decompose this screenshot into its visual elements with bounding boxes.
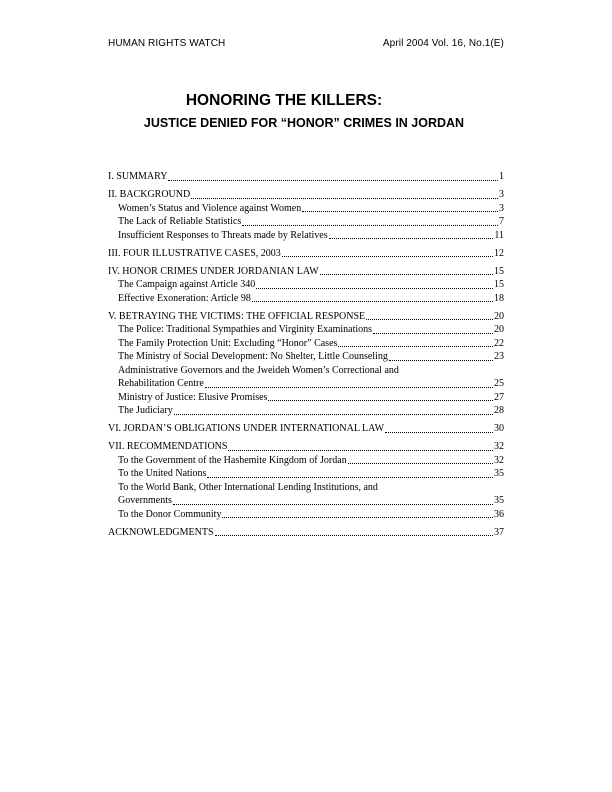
dot-leader: [205, 387, 493, 388]
toc-entry[interactable]: [108, 350, 504, 364]
toc-page-number: 20: [494, 310, 504, 322]
toc-page-number: 3: [499, 189, 504, 200]
toc-entry-label: VII. RECOMMENDATIONS: [108, 441, 228, 452]
document-subtitle: JUSTICE DENIED FOR “HONOR” CRIMES IN JORDAN: [143, 116, 465, 130]
toc-page-number: 37: [494, 526, 504, 538]
toc-entry[interactable]: [108, 481, 504, 508]
toc-entry-label: Insufficient Responses to Threats made by Relatives: [118, 229, 328, 241]
header-issue: April 2004 Vol. 16, No.1(E): [382, 38, 504, 49]
toc-entry-label: The Judiciary: [118, 405, 173, 416]
toc-page-number: 23: [494, 351, 504, 362]
toc-entry[interactable]: [108, 454, 504, 468]
toc-entry-label: To the Donor Community: [118, 508, 222, 520]
toc-entry-label: II. BACKGROUND: [108, 189, 191, 200]
dot-leader: [168, 180, 498, 181]
toc-entry-label: The Family Protection Unit: Excluding “Honor” Cases: [118, 337, 338, 349]
toc-entry[interactable]: [108, 265, 504, 279]
toc-page-number: 7: [499, 216, 504, 227]
toc-entry[interactable]: [108, 202, 504, 216]
toc-page-number: 15: [494, 279, 504, 290]
toc-entry[interactable]: [108, 229, 504, 243]
toc-page-number: 1: [499, 171, 504, 182]
toc-entry[interactable]: [108, 467, 504, 481]
dot-leader: [173, 504, 493, 505]
toc-entry-label-continued: Rehabilitation Centre: [118, 378, 204, 389]
dot-leader: [373, 333, 493, 334]
toc-page-number: 30: [494, 423, 504, 434]
toc-page-number: 12: [494, 247, 504, 259]
toc-entry-label: ACKNOWLEDGMENTS: [108, 526, 214, 538]
dot-leader: [252, 301, 493, 302]
toc-entry-label: V. BETRAYING THE VICTIMS: THE OFFICIAL RESPONSE: [108, 310, 366, 322]
dot-leader: [174, 414, 493, 415]
dot-leader: [222, 517, 493, 518]
toc-entry-label: To the Government of the Hashemite Kingdom of Jordan: [118, 454, 347, 466]
toc-entry-label: Women’s Status and Violence against Women: [118, 202, 302, 214]
dot-leader: [329, 238, 494, 239]
toc-entry[interactable]: [108, 310, 504, 324]
dot-leader: [389, 360, 493, 361]
toc-page-number: 36: [494, 508, 504, 520]
toc-entry-label: The Ministry of Social Development: No Shelter, Little Counseling: [118, 351, 388, 362]
toc-entry[interactable]: [108, 404, 504, 418]
toc-page-number: 28: [494, 405, 504, 416]
dot-leader: [191, 198, 498, 199]
dot-leader: [385, 432, 493, 433]
toc-entry[interactable]: [108, 526, 504, 540]
toc-entry-label-continued: Governments: [118, 495, 172, 506]
toc-entry[interactable]: [108, 278, 504, 292]
toc-entry-label: IV. HONOR CRIMES UNDER JORDANIAN LAW: [108, 265, 319, 277]
toc-entry[interactable]: [108, 188, 504, 202]
dot-leader: [268, 400, 493, 401]
toc-page-number: 32: [494, 454, 504, 466]
toc-page-number: 27: [494, 391, 504, 403]
toc-entry[interactable]: [108, 170, 504, 184]
toc-page-number: 3: [499, 202, 504, 214]
toc-entry[interactable]: [108, 247, 504, 261]
dot-leader: [348, 463, 493, 464]
toc-entry[interactable]: [108, 215, 504, 229]
toc-entry[interactable]: [108, 323, 504, 337]
header-publisher: HUMAN RIGHTS WATCH: [108, 38, 226, 49]
toc-page-number: 22: [494, 337, 504, 349]
toc-entry-label: III. FOUR ILLUSTRATIVE CASES, 2003: [108, 247, 281, 259]
running-header: [108, 38, 504, 49]
toc-entry-label: Effective Exoneration: Article 98: [118, 292, 251, 304]
toc-entry[interactable]: [108, 508, 504, 522]
toc-entry-label: To the United Nations: [118, 468, 207, 479]
table-of-contents: [108, 170, 504, 539]
toc-page-number: 15: [494, 265, 504, 277]
toc-entry-label: Administrative Governors and the Jweideh Women’s Correctional and: [118, 364, 399, 376]
dot-leader: [215, 535, 493, 536]
dot-leader: [256, 288, 493, 289]
dot-leader: [302, 211, 498, 212]
toc-page-number: 35: [494, 468, 504, 479]
dot-leader: [366, 319, 493, 320]
toc-page-number: 20: [494, 324, 504, 335]
toc-entry-label: Ministry of Justice: Elusive Promises: [118, 391, 268, 403]
toc-page-number: 25: [494, 378, 504, 389]
toc-entry[interactable]: [108, 337, 504, 351]
toc-entry-label: I. SUMMARY: [108, 171, 168, 182]
dot-leader: [207, 477, 493, 478]
toc-entry[interactable]: [108, 364, 504, 391]
toc-page-number: 32: [494, 441, 504, 452]
toc-entry-label: The Campaign against Article 340: [118, 279, 256, 290]
toc-entry-label: To the World Bank, Other International Lending Institutions, and: [118, 481, 378, 493]
dot-leader: [282, 256, 493, 257]
toc-entry-label: VI. JORDAN’S OBLIGATIONS UNDER INTERNATIONAL LAW: [108, 423, 385, 434]
toc-entry[interactable]: [108, 440, 504, 454]
toc-page-number: 35: [494, 495, 504, 506]
dot-leader: [338, 346, 493, 347]
dot-leader: [228, 450, 493, 451]
toc-page-number: 18: [494, 292, 504, 304]
toc-entry-label: The Lack of Reliable Statistics: [118, 216, 242, 227]
dot-leader: [242, 225, 498, 226]
toc-page-number: 11: [494, 229, 504, 241]
toc-entry[interactable]: [108, 391, 504, 405]
dot-leader: [320, 274, 493, 275]
document-title: HONORING THE KILLERS:: [185, 92, 383, 109]
toc-entry-label: The Police: Traditional Sympathies and Virginity Examinations: [118, 324, 373, 335]
toc-entry[interactable]: [108, 422, 504, 436]
toc-entry[interactable]: [108, 292, 504, 306]
